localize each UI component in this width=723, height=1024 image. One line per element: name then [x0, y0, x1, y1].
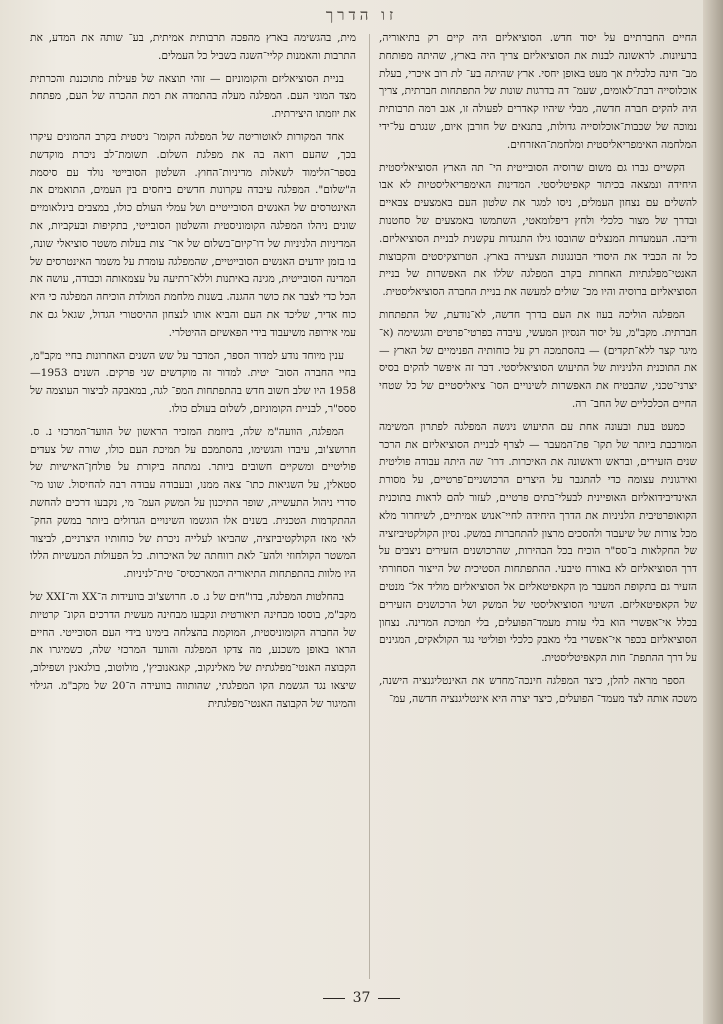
page-spine-shadow	[703, 0, 723, 1024]
paragraph: המפלגה הוליכה בעוז את העם בדרך חדשה, לא־נודעת, של התפתחות חברתית. מקב"מ, על יסוד הנסיון המעשי, עיבדה בפרטי־פרטים והגשימה (א־ מיגר קצר ללא־תקדים) — בהסתמכה רק על כוחותיה הפנימיים של הארץ — את התוכנית הלניניות של התיעוש הסוציאליסטי. דבר זה איפשר להקים בסיס יצרני־טכני, שהבטיח את האפשרות לשינויים הסו־ ציאליסטיים של כל שטחי החיים הכלכליים של החב־ רה.	[379, 308, 697, 410]
footer-dash-left	[323, 998, 345, 999]
page-footer	[0, 990, 723, 1006]
running-header: זו הדרך	[325, 6, 398, 24]
paragraph: אחד המקורות לאוטוריטה של המפלגה הקומו־ ניסטית בקרב ההמונים עיקרו בכך, שהעם רואה בה את מפלגת השלום. תשומת־לב ניכרת מוקדשת בספר־הלימוד לשאלות מדיניות־החוץ. השלטון הסובייטי נולד עם סיסמת ה"שלום". המפלגה עיבדה עקרונות חדשים ביחסים בין העמים, התואמים את האינטרסים של האנשים הסובייטיים ושל עמלי העולם כולו, במצבים בינלאומיים שונים ניהלו המפלגה הקומוניסטית והשלטון הסובייטי, בתקיפות ובעקביות, את המדיניות הלניניות של דו־קיום־בשלום של אר־ צות בעלות משטר סוציאלי שונה, בו בזמן יודעים האנשים הסובייטיים, שהמפלגה עומדת על משמר האינטרסים של המדינה הסובייטית, מגינה באיתנות וללא־רתיעה על עצמאותה וכבודה, עושה את הכל כדי לצבר את כושר ההגנה. בשנות מלחמת המולדת הוכיחה המפלגה כי היא כוח אדיר, שליכד את העם והביא אותו לנצחון ההיסטורי הגדול, שגאל גם את עמי אירופה משיעבוד בידי הפאשיזם ההיטלרי.	[30, 130, 356, 339]
paragraph: החיים החברתיים על יסוד חדש. הסוציאליזם היה קיים רק בתיאוריה, ברעיונות. לראשונה לבנות את הסוציאליזם צריך היה בארץ, שהיתה מפותחת מב־ חינה כלכלית אך מעט באופן יחסי. ארץ שהיתה בע־ לת רוב איכרי, בעלת אוכלוסייה רבת־לאומים, שעמ־ דה בדרגות שונות של התפתחות חברתית, צריך היה להקים חברה חדשה, מבלי שיהיו קאדרים לפעולה זו, אגב רמה תרבותית נמוכה של שכבות־אוכלוסייה גדולות, בתנאים של חורבן איום, שנגרם על־ידי המלחמה האימפריאליסטית ומלחמת־האזרחים.	[379, 32, 697, 151]
footer-dash-right	[378, 998, 400, 999]
paragraph: בהחלטות המפלגה, בדו"חים של נ. ס. חרושצ'וב בוועידות ה־XX וה־XXI של מקב"מ, בוססו מבחינה תיאורטית ונקבעו מבחינה מעשית הדרכים הקונ־ קרטיות של החברה הקומוניסטית, המוקמת בהצלחה בימינו בידי העם הסובייטי. החיים הראו באופן משכנע, מה צדקו המפלגה והוועד המרכזי שלה, כשמיגרו את הקבוצה האנטי־מפלגתית של מאלינקוב, קאגאנוביץ', מולוטוב, בולגאנין ושפילוב, שיצאו נגד הגשמת הקו המפלגתי, שהותווה בוועידה ה־20 של מקב"מ. הגילוי והמיגור של הקבוצה האנטי־מפלגתית	[30, 590, 356, 710]
paragraph: בניית הסוציאליזם והקומוניזם — זוהי תוצאה של פעילות מתוכננת והכרתית מצד המוני העם. המפלגה מעלה בהתמדה את רמת ההכרה של העם, מפתחת את יוזמתו היצירתית.	[30, 72, 356, 121]
paragraph: הספר מראה להלן, כיצד המפלגה חינכה־מחדש את האינטליגנציה הישנה, משכה אותה לצד מעמד־ הפועלים, כיצד יצרה היא אינטליגנציה חדשה, עמ־	[379, 674, 697, 705]
column-right	[379, 30, 697, 980]
paragraph: כמעט בעת ובעונה אחת עם התיעוש ניגשה המפלגה לפתרון המשימה המורכבת ביותר של תקו־ פת־המעבר — לצרף לבניית הסוציאליזם את הרכר שנים הזעירים, ובראש וראשונה את האיכרות. דרו־ שה היתה עבודה פוליטית ואירגונית עצומה כדי להתגבר על היצרים הרכושניים־פרטיים, על מסורת האינדיבידואליזם האופיינית לבעלי־בתים פרטיים, לעזור להם לראות בתוכנית הקואופרטיבית הלניניות את הדרך היחידה לחיי־אנוש אמיתיים, לשיחרור מלא מכל צורות של שיעבוד ולהסכים מרצון להתחברות במשק. נסיון הקולקטיביזציה של החקלאות ב־סס"ר הוכיח בכל הבהירות, שהרכושנים הזעירים ניצבים על דרך הסוציאליזם לא באורח טיבעי. ההתפתחות הסטיכית של הייצור הסחורתי הזעיר גם בתקופת המעבר מן הקאפיטאליזם אל הסוציאליזם מוליד אל־ מנטים של הקאפיטאליזם. השינוי הסוציאליסטי של המשק ושל הרכושנים הזעירים בכלל אי־אפשרי הוא בלי עזרת מעמד־הפועלים, בלי תמיכת המדינה. נצחון הסוציאליזם בכפר אי־אפשרי בלי מאבק כלכלי ופוליטי נגד הקולאקים, המגינים על דרך ההתפת־ חות הקאפיטליסטית.	[379, 420, 697, 665]
column-left	[30, 30, 356, 980]
page-number: 37	[352, 990, 371, 1006]
column-divider	[369, 34, 370, 979]
paragraph: ענין מיוחד נודע למדור הספר, המדבר על שש השנים האחרונות בחיי מקב"מ, בחיי החברה הסוב־ יטית. למדור זה מוקדשים שני פרקים. השנים 1953—1958 היו שלב חשוב חדש בהתפתחות המפ־ לגה, במאבקה לביצור העוצמה של ססס"ר, לבניית הקומוניזם, לשלום בעולם כולו.	[30, 349, 356, 415]
paragraph: המפלגה, הוועה"מ שלה, ביוזמת המזכיר הראשון של הוועד־המרכזי נ. ס. חרושצ'וב, עיבדו והגשימו, בהסתמכם על תמיכת העם כולו, שורה של צעדים פוליטיים ומשקיים חשובים ביותר. נמתחה ביקורת על פולחן־האישיות של סטאלין, על השגיאות כתו־ צאה ממנו, ובעבודה עבודה רבה להחיסול. שונו מי־ סדרי ניהול התעשייה, שופר התיכנון על המשק העמ־ מי, נקבעו דרכים להחשת ההתקדמות הטכנית. בשנים אלו הוגשמו השינויים הגדולים ביותר במשק החק־ לאי מאז הקולקטיביזציה, שהביאו לעלייה ניכרת של כוחותיו היצרניים, לביצור המשטר הקולחוזי ולהע־ לאת רווחתה של האיכרות. כל הפעולות המעשיות הללו היו מלוות בהתפתחות התיאוריה המארכסיס־ טית־לניניות.	[30, 425, 356, 581]
paragraph: מית, בהגשימה בארץ מהפכה תרבותית אמיתית, בע־ שותה את המדע, את התרבות והאמנות קליי־השגה בשביל כל העמלים.	[30, 32, 356, 62]
paragraph: הקשיים גברו גם משום שרוסיה הסובייטית הי־ תה הארץ הסוציאליסטית היחידה ונמצאה בכיתור קאפיטליסטי. המדינות האימפריאליסטיות לא אבו להשלים עם נצחון העמלים, ניסו למגר את שלטון העם באמצעים צבאיים ובדרך של מצור כלכלי ולחץ דיפלומאטי, השתמשו באמצעים של סחטנות ודיבה. העמעדות המנצלים שהובסו גילו התנגדות עקשנית לבניית הסוציאליזם. כל זה הכביד את היסודי הבונגונות הצעירה בארץ. הטרוצקיסטים והקבוצות האנטי־מפלגתיות האחרות בקרב המפלגה שללו את האפשרות של בניית הסוציאליזם ברוסיה והיו מכ־ שולים למעשה את בניית החברה הסוציאליסטית.	[379, 161, 697, 299]
